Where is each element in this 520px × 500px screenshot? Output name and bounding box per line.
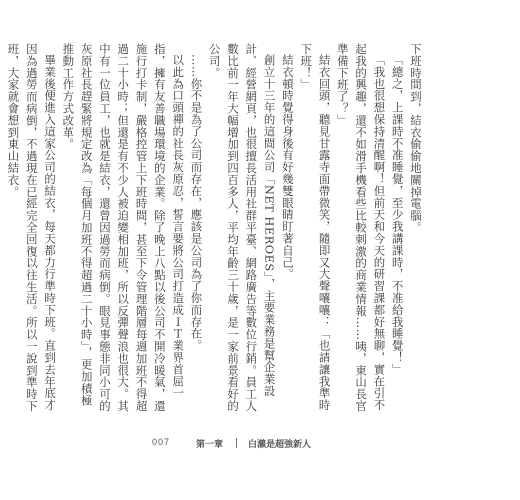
paragraph-8: 以此為口頭禪的社長灰原忍，誓言要將公司打造成ＩＴ業界首屈一指，擁有友善職場環境的企業。除了晚上八點以後公司不開冷暖氣，還施行打卡制，嚴格控管上下班時間，甚至下令管理階層每週加班不得超過二十小時；但還是有不少人被迫變相加班，所以反彈聲浪也很大。其中有一位員工，也就是結衣，還曾因過勞而病倒。眼見事態非同小可的灰原社長趕緊將規定改為「每個月加班不得超過二十小時」，更加積極推動工作方式改革。	[61, 43, 186, 412]
paragraph-2: 「總之，上課時不准睡覺，至少我講課時，不准給我睡覺！」	[390, 54, 405, 376]
chapter-label: 第一章	[196, 440, 224, 450]
footer-divider	[236, 438, 237, 448]
paragraph-3: 「我也很想保持清醒啊！但前天和今天的研習課都好無聊，實在引不起我的興趣，還不如滑手機看些比較刺激的商業情報……咦，東山長官準備下班了？」	[335, 43, 387, 412]
paragraph-6: 創立十三年的這間公司「NET HEROES」，主要業務是幫企業設計、經營網頁，也很擅長活用社群平臺、網路廣告等數位行銷。員工人數比前一年大幅增加到四百多人，平均年齡三十歲，是一家前景看好的公司。	[207, 43, 277, 412]
paragraph-4: 結衣回頭，聽見甘露寺面帶微笑，隨即又大聲嚷嚷：「也請讓我準時下班！」	[299, 43, 332, 412]
chapter-title: 白瀨是超強新人	[248, 440, 312, 450]
paragraph-7: ……你不是為了公司而存在，應該是公司為了你而存在。	[189, 54, 204, 352]
paragraph-5: 結衣頓時覺得身後有好幾雙眼睛盯著自己。	[280, 54, 295, 281]
page-number: 007	[152, 437, 171, 447]
body-text	[6, 43, 425, 418]
paragraph-9: 畢業後便進入這家公司的結衣，每天都力行準時下班。直到去年底才因為過勞而病倒，不過現在已經完全回復以往生活。所以一說到準時下班，大家就會想到東山結衣。	[6, 43, 58, 412]
paragraph-1: 下班時間到，結衣偷偷地關掉電腦。	[409, 43, 423, 234]
